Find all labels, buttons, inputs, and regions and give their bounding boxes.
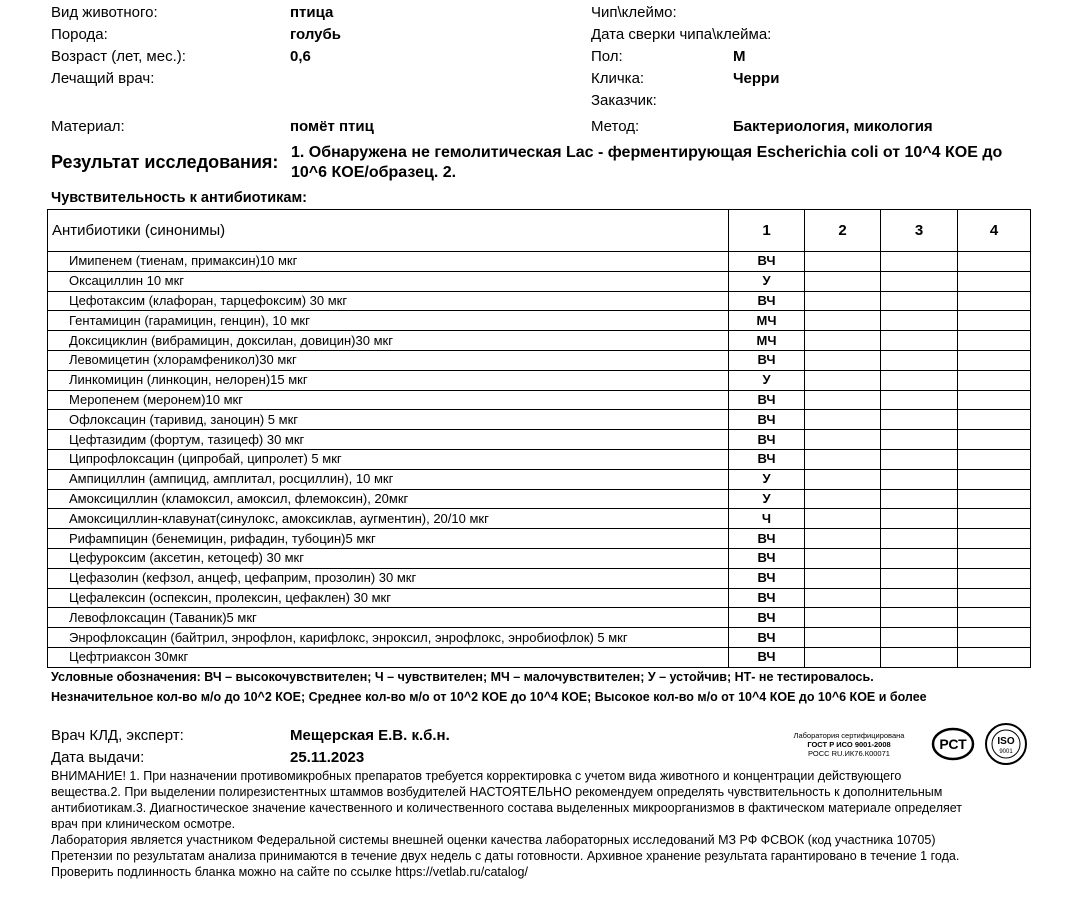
empty-cell xyxy=(805,529,881,549)
empty-cell xyxy=(881,548,958,568)
empty-cell xyxy=(881,529,958,549)
table-row xyxy=(48,628,1031,648)
footer-line: ВНИМАНИЕ! 1. При назначении противомикробных препаратов требуется корректировка с учетом вида животного и концентрации действующего xyxy=(51,769,902,783)
empty-cell xyxy=(881,647,958,667)
antibiotic-name: Офлоксацин (таривид, заноцин) 5 мкг xyxy=(48,410,729,430)
empty-cell xyxy=(805,608,881,628)
vet-label: Лечащий врач: xyxy=(51,70,155,87)
cert-line-1: Лаборатория сертифицирована xyxy=(793,731,905,740)
table-row xyxy=(48,390,1031,410)
empty-cell xyxy=(958,430,1031,450)
result-label: Результат исследования: xyxy=(51,152,279,172)
column-header-4: 4 xyxy=(958,210,1031,252)
antibiotic-name: Цефтриаксон 30мкг xyxy=(48,647,729,667)
empty-cell xyxy=(881,588,958,608)
empty-cell xyxy=(958,647,1031,667)
antibiotic-name: Энрофлоксацин (байтрил, энрофлон, карифлокс, энроксил, энрофлокс, энробиофлок) 5 мкг xyxy=(48,628,729,648)
antibiotic-name: Доксициклин (вибрамицин, доксилан, довицин)30 мкг xyxy=(48,331,729,351)
table-row xyxy=(48,469,1031,489)
antibiotic-name: Ципрофлоксацин (ципробай, ципролет) 5 мкг xyxy=(48,449,729,469)
table-row xyxy=(48,370,1031,390)
cert-line-2: ГОСТ Р ИСО 9001-2008 xyxy=(807,740,891,749)
empty-cell xyxy=(958,489,1031,509)
empty-cell xyxy=(958,410,1031,430)
rst-mark-icon xyxy=(930,727,976,761)
result-text: 1. Обнаружена не гемолитическая Lac - ферментирующая Escherichia coli от 10^4 КОЕ до 10^6 КОЕ/образец. 2. xyxy=(291,144,1003,181)
legend-abbreviations: Условные обозначения: ВЧ – высокочувствителен; Ч – чувствителен; МЧ – малочувствителен; У – устойчив; НТ- не тестировалось. xyxy=(51,670,874,684)
sensitivity-value: ВЧ xyxy=(729,628,805,648)
empty-cell xyxy=(958,331,1031,351)
sensitivity-value: ВЧ xyxy=(729,410,805,430)
iso-seal-icon xyxy=(984,722,1028,766)
empty-cell xyxy=(881,430,958,450)
age-label: Возраст (лет, мес.): xyxy=(51,48,186,65)
empty-cell xyxy=(805,252,881,272)
empty-cell xyxy=(958,568,1031,588)
customer-label: Заказчик: xyxy=(591,92,657,109)
doctor-value: Мещерская Е.В. к.б.н. xyxy=(290,727,450,744)
empty-cell xyxy=(881,370,958,390)
empty-cell xyxy=(805,390,881,410)
empty-cell xyxy=(805,469,881,489)
doctor-label: Врач КЛД, эксперт: xyxy=(51,727,184,744)
empty-cell xyxy=(958,311,1031,331)
column-header-antibiotics: Антибиотики (синонимы) xyxy=(48,210,729,252)
table-row xyxy=(48,529,1031,549)
empty-cell xyxy=(881,608,958,628)
table-row xyxy=(48,449,1031,469)
antibiotic-name: Цефуроксим (аксетин, кетоцеф) 30 мкг xyxy=(48,548,729,568)
empty-cell xyxy=(805,449,881,469)
empty-cell xyxy=(805,291,881,311)
empty-cell xyxy=(958,350,1031,370)
sensitivity-value: ВЧ xyxy=(729,568,805,588)
sensitivity-value: У xyxy=(729,489,805,509)
sensitivity-value: ВЧ xyxy=(729,350,805,370)
footer-line: врач при клиническом осмотре. xyxy=(51,817,236,831)
table-row xyxy=(48,350,1031,370)
empty-cell xyxy=(805,271,881,291)
empty-cell xyxy=(881,291,958,311)
empty-cell xyxy=(805,647,881,667)
empty-cell xyxy=(805,331,881,351)
empty-cell xyxy=(881,331,958,351)
table-row xyxy=(48,410,1031,430)
nickname-value: Черри xyxy=(733,70,780,87)
empty-cell xyxy=(805,628,881,648)
antibiotic-name: Цефотаксим (клафоран, тарцефоксим) 30 мкг xyxy=(48,291,729,311)
empty-cell xyxy=(805,489,881,509)
footer-line: Претензии по результатам анализа принимаются в течение двух недель с даты готовности. Архивное хранение результата гарантировано в течение 1 года. xyxy=(51,849,960,863)
empty-cell xyxy=(881,509,958,529)
method-value: Бактериология, микология xyxy=(733,118,933,135)
breed-label: Порода: xyxy=(51,26,108,43)
table-row xyxy=(48,331,1031,351)
sensitivity-value: ВЧ xyxy=(729,548,805,568)
empty-cell xyxy=(805,430,881,450)
legend-cfu: Незначительное кол-во м/о до 10^2 КОЕ; Среднее кол-во м/о от 10^2 КОЕ до 10^4 КОЕ; Высокое кол-во м/о от 10^4 КОЕ до 10^6 КОЕ и более xyxy=(51,690,927,704)
empty-cell xyxy=(958,548,1031,568)
sensitivity-value: У xyxy=(729,271,805,291)
empty-cell xyxy=(805,350,881,370)
empty-cell xyxy=(958,271,1031,291)
antibiotic-name: Ампициллин (ампицид, амплитал, росциллин), 10 мкг xyxy=(48,469,729,489)
table-header-row xyxy=(48,210,1031,252)
age-value: 0,6 xyxy=(290,48,311,65)
antibiotic-name: Гентамицин (гарамицин, генцин), 10 мкг xyxy=(48,311,729,331)
sensitivity-value: ВЧ xyxy=(729,291,805,311)
table-row xyxy=(48,291,1031,311)
iso-text: ISO xyxy=(997,736,1015,747)
sensitivity-value: ВЧ xyxy=(729,647,805,667)
material-value: помёт птиц xyxy=(290,118,374,135)
antibiotic-name: Цефалексин (оспексин, пролексин, цефаклен) 30 мкг xyxy=(48,588,729,608)
nickname-label: Кличка: xyxy=(591,70,645,87)
empty-cell xyxy=(881,628,958,648)
sensitivity-value: ВЧ xyxy=(729,529,805,549)
empty-cell xyxy=(958,588,1031,608)
antibiotics-table xyxy=(47,209,1031,668)
antibiotic-name: Меропенем (меронем)10 мкг xyxy=(48,390,729,410)
certification-text xyxy=(772,731,926,758)
antibiotic-name: Цефазолин (кефзол, анцеф, цефаприм, прозолин) 30 мкг xyxy=(48,568,729,588)
empty-cell xyxy=(958,509,1031,529)
table-row xyxy=(48,588,1031,608)
sensitivity-value: Ч xyxy=(729,509,805,529)
footer-line: вещества.2. При выделении полирезистентных штаммов возбудителей НАСТОЯТЕЛЬНО рекомендуем определять чувствительность к дополнительным xyxy=(51,785,943,799)
empty-cell xyxy=(958,291,1031,311)
table-row xyxy=(48,647,1031,667)
empty-cell xyxy=(881,271,958,291)
iso-sub-text: 9001 xyxy=(999,749,1013,755)
svg-text:РСТ: РСТ xyxy=(939,736,967,752)
antibiotic-name: Левофлоксацин (Таваник)5 мкг xyxy=(48,608,729,628)
antibiotic-name: Амоксициллин-клавунат(синулокс, амоксиклав, аугментин), 20/10 мкг xyxy=(48,509,729,529)
species-value: птица xyxy=(290,4,334,21)
table-row xyxy=(48,252,1031,272)
empty-cell xyxy=(805,370,881,390)
empty-cell xyxy=(805,410,881,430)
table-row xyxy=(48,430,1031,450)
sensitivity-value: ВЧ xyxy=(729,252,805,272)
sensitivity-value: ВЧ xyxy=(729,608,805,628)
antibiotic-name: Левомицетин (хлорамфеникол)30 мкг xyxy=(48,350,729,370)
table-row xyxy=(48,311,1031,331)
antibiotic-name: Имипенем (тиенам, примаксин)10 мкг xyxy=(48,252,729,272)
method-label: Метод: xyxy=(591,118,640,135)
empty-cell xyxy=(805,548,881,568)
empty-cell xyxy=(958,449,1031,469)
column-header-1: 1 xyxy=(729,210,805,252)
antibiotic-name: Рифампицин (бенемицин, рифадин, тубоцин)5 мкг xyxy=(48,529,729,549)
empty-cell xyxy=(881,390,958,410)
issue-date-label: Дата выдачи: xyxy=(51,749,145,766)
empty-cell xyxy=(881,469,958,489)
empty-cell xyxy=(958,628,1031,648)
footer-line: Проверить подлинность бланка можно на сайте по ссылке https://vetlab.ru/catalog/ xyxy=(51,865,528,879)
empty-cell xyxy=(881,350,958,370)
empty-cell xyxy=(881,410,958,430)
empty-cell xyxy=(881,489,958,509)
sensitivity-value: У xyxy=(729,469,805,489)
empty-cell xyxy=(958,370,1031,390)
sex-label: Пол: xyxy=(591,48,623,65)
sensitivity-value: ВЧ xyxy=(729,588,805,608)
empty-cell xyxy=(958,390,1031,410)
sensitivity-value: ВЧ xyxy=(729,449,805,469)
empty-cell xyxy=(958,529,1031,549)
empty-cell xyxy=(805,311,881,331)
empty-cell xyxy=(805,568,881,588)
table-row xyxy=(48,509,1031,529)
table-row xyxy=(48,271,1031,291)
empty-cell xyxy=(881,568,958,588)
empty-cell xyxy=(881,311,958,331)
empty-cell xyxy=(958,469,1031,489)
empty-cell xyxy=(958,608,1031,628)
sensitivity-value: МЧ xyxy=(729,311,805,331)
table-row xyxy=(48,548,1031,568)
material-label: Материал: xyxy=(51,118,125,135)
species-label: Вид животного: xyxy=(51,4,158,21)
table-row xyxy=(48,608,1031,628)
footer-line: антибиотикам.3. Диагностическое значение качественного и количественного состава выделенных микроорганизмов в фактическом материале определяет xyxy=(51,801,963,815)
empty-cell xyxy=(881,252,958,272)
issue-date-value: 25.11.2023 xyxy=(290,749,365,766)
footer-line: Лаборатория является участником Федеральной системы внешней оценки качества лабораторных исследований МЗ РФ ФСВОК (код участника 10705) xyxy=(51,833,936,847)
antibiotic-name: Амоксициллин (кламоксил, амоксил, флемоксин), 20мкг xyxy=(48,489,729,509)
empty-cell xyxy=(958,252,1031,272)
empty-cell xyxy=(805,588,881,608)
sex-value: М xyxy=(733,48,746,65)
footer-notes xyxy=(51,768,962,880)
sensitivity-value: У xyxy=(729,370,805,390)
column-header-2: 2 xyxy=(805,210,881,252)
chip-date-label: Дата сверки чипа\клейма: xyxy=(591,26,772,43)
empty-cell xyxy=(881,449,958,469)
antibiotic-name: Оксациллин 10 мкг xyxy=(48,271,729,291)
antibiotic-name: Линкомицин (линкоцин, нелорен)15 мкг xyxy=(48,370,729,390)
table-row xyxy=(48,568,1031,588)
antibiotic-name: Цефтазидим (фортум, тазицеф) 30 мкг xyxy=(48,430,729,450)
breed-value: голубь xyxy=(290,26,341,43)
cert-line-3: РОСС RU.ИК76.К00071 xyxy=(808,749,890,758)
sensitivity-value: МЧ xyxy=(729,331,805,351)
sensitivity-value: ВЧ xyxy=(729,430,805,450)
sensitivity-value: ВЧ xyxy=(729,390,805,410)
sensitivity-title: Чувствительность к антибиотикам: xyxy=(51,190,308,206)
column-header-3: 3 xyxy=(881,210,958,252)
table-row xyxy=(48,489,1031,509)
empty-cell xyxy=(805,509,881,529)
chip-label: Чип\клеймо: xyxy=(591,4,677,21)
